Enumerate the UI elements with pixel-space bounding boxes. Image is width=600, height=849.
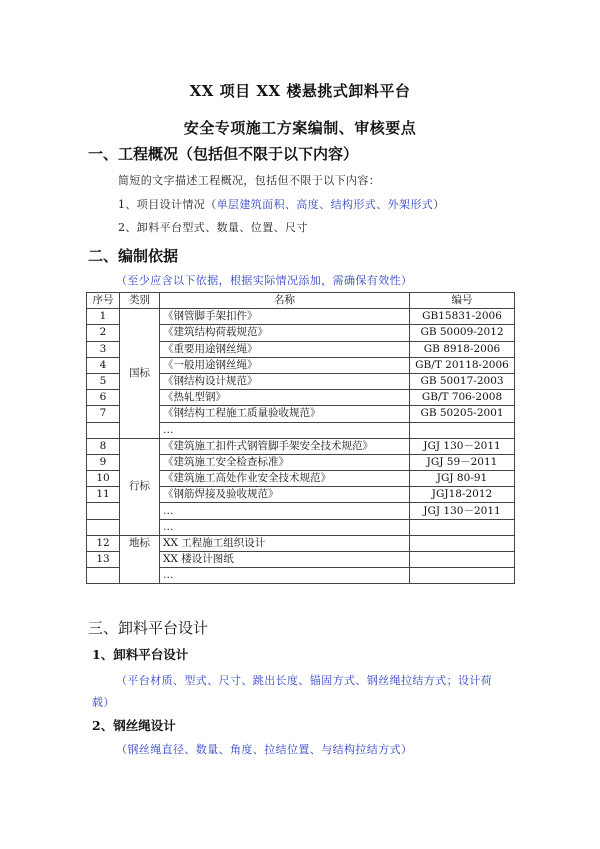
- cell-code: GB/T 20118-2006: [410, 357, 515, 373]
- cell-name: 《钢管脚手架扣件》: [160, 309, 410, 325]
- document-title-line1: XX 项目 XX 楼悬挑式卸料平台: [189, 82, 411, 100]
- cell-name: 《建筑施工高处作业安全技术规范》: [160, 471, 410, 487]
- cell-name: …: [160, 519, 410, 535]
- section3-sub1-note: （平台材质、型式、尺寸、跳出长度、锚固方式、钢丝绳拉结方式；设计荷: [116, 674, 493, 687]
- cell-index: 4: [87, 357, 120, 373]
- section2-heading: 二、编制依据: [88, 247, 179, 265]
- section3-sub1-note-cont: 载）: [92, 696, 115, 709]
- section1-item1: [118, 196, 445, 212]
- cell-index: 6: [87, 390, 120, 406]
- category-dibiao: 地标: [120, 535, 160, 584]
- cell-index: 9: [87, 454, 120, 470]
- cell-index: [87, 503, 120, 519]
- cell-code: JGJ 130－2011: [410, 503, 515, 519]
- section3-sub2-heading: 2、钢丝绳设计: [92, 718, 176, 733]
- section1-heading: 一、工程概况（包括但不限于以下内容）: [88, 145, 359, 163]
- cell-name: 《钢结构工程施工质量验收规范》: [160, 406, 410, 422]
- cell-index: 7: [87, 406, 120, 422]
- cell-name: …: [160, 568, 410, 584]
- cell-code: [410, 552, 515, 568]
- cell-name: 《建筑施工扣件式钢管脚手架安全技术规范》: [160, 438, 410, 454]
- cell-code: JGJ 59－2011: [410, 454, 515, 470]
- cell-index: 13: [87, 552, 120, 568]
- cell-code: GB 50009-2012: [410, 325, 515, 341]
- item1-highlight: 单层建筑面积、高度、结构形式、外架形式: [216, 198, 434, 211]
- cell-index: 3: [87, 341, 120, 357]
- cell-index: [87, 568, 120, 584]
- cell-index: 2: [87, 325, 120, 341]
- cell-code: [410, 519, 515, 535]
- cell-code: GB 50017-2003: [410, 373, 515, 389]
- section3-heading: 三、卸料平台设计: [88, 619, 209, 637]
- category-hangbiao: 行标: [120, 438, 160, 535]
- cell-name: …: [160, 422, 410, 438]
- col-header-name: 名称: [160, 293, 410, 309]
- cell-code: GB 50205-2001: [410, 406, 515, 422]
- section3-sub2-note: （钢丝绳直径、数量、角度、拉结位置、与结构拉结方式）: [116, 743, 413, 756]
- col-header-index: 序号: [87, 293, 120, 309]
- table-row: [87, 535, 515, 551]
- cell-index: 10: [87, 471, 120, 487]
- cell-index: [87, 422, 120, 438]
- cell-name: 《钢结构设计规范》: [160, 373, 410, 389]
- cell-index: 12: [87, 535, 120, 551]
- section1-intro: 简短的文字描述工程概况，包括但不限于以下内容：: [118, 174, 381, 187]
- cell-code: [410, 535, 515, 551]
- cell-code: GB 8918-2006: [410, 341, 515, 357]
- cell-name: 《钢筋焊接及验收规范》: [160, 487, 410, 503]
- cell-index: 11: [87, 487, 120, 503]
- cell-code: [410, 568, 515, 584]
- category-guobiao: 国标: [120, 309, 160, 439]
- cell-index: [87, 519, 120, 535]
- item1-prefix: 1、项目设计情况（: [118, 198, 217, 211]
- cell-code: GB/T 706-2008: [410, 390, 515, 406]
- cell-name: …: [160, 503, 410, 519]
- table-row: [87, 309, 515, 325]
- document-title-line2: 安全专项施工方案编制、审核要点: [183, 119, 417, 137]
- cell-index: 5: [87, 373, 120, 389]
- cell-index: 1: [87, 309, 120, 325]
- cell-index: 8: [87, 438, 120, 454]
- cell-name: 《建筑施工安全检查标准》: [160, 454, 410, 470]
- cell-name: 《一般用途钢丝绳》: [160, 357, 410, 373]
- col-header-code: 编号: [410, 293, 515, 309]
- section2-note: （至少应含以下依据，根据实际情况添加，需确保有效性）: [116, 274, 413, 287]
- cell-name: 《重要用途钢丝绳》: [160, 341, 410, 357]
- cell-code: JGJ18-2012: [410, 487, 515, 503]
- cell-code: JGJ 130－2011: [410, 438, 515, 454]
- cell-name: 《热轧型钢》: [160, 390, 410, 406]
- table-row: [87, 438, 515, 454]
- section3-sub1-heading: 1、卸料平台设计: [92, 647, 189, 662]
- cell-name: XX 楼设计图纸: [160, 552, 410, 568]
- cell-code: GB15831-2006: [410, 309, 515, 325]
- table-header-row: [87, 293, 515, 309]
- cell-code: JGJ 80-91: [410, 471, 515, 487]
- cell-name: XX 工程施工组织设计: [160, 535, 410, 551]
- section1-item2: 2、卸料平台型式、数量、位置、尺寸: [118, 221, 308, 234]
- cell-code: [410, 422, 515, 438]
- reference-table: [86, 292, 515, 584]
- item1-suffix: ）: [433, 198, 445, 211]
- col-header-category: 类别: [120, 293, 160, 309]
- cell-name: 《建筑结构荷载规范》: [160, 325, 410, 341]
